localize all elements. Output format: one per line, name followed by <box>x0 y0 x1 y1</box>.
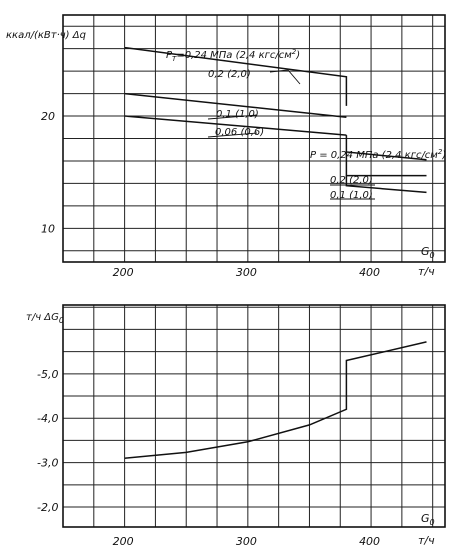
top-ylabel: ккал/(кВт·ч) Δq <box>6 30 86 41</box>
bottom-xlabel-unit: т/ч <box>418 534 435 547</box>
p-header: P = 0,24 МПа (2,4 кгс/$см^2$) <box>310 148 447 161</box>
bottom-x-tick-label: 300 <box>235 535 257 548</box>
p-label-02: 0,2 (2,0) <box>330 175 373 186</box>
bottom-y-tick-label: -4,0 <box>37 412 59 426</box>
top-y-tick-label: 10 <box>41 222 55 236</box>
p-label-01: 0,1 (1,0) <box>330 190 373 201</box>
bottom-grid <box>63 305 445 527</box>
pt-label-01: 0,1 (1,0) <box>216 109 259 120</box>
bottom-ylabel: т/ч $\Delta G_0$ <box>26 312 64 325</box>
bottom-xlabel-symbol: $G_0$ <box>421 512 435 527</box>
bottom-y-tick-label: -2,0 <box>37 501 59 515</box>
bottom-annotations <box>26 312 435 547</box>
bottom-y-tick-label: -3,0 <box>37 456 59 470</box>
bottom-x-tick-label: 200 <box>112 535 134 548</box>
bottom-y-tick-label: -5,0 <box>37 367 59 381</box>
top-chart <box>6 15 446 279</box>
pt-header: $P_T=0,24$ МПа (2,4 кгс/$см^2$) <box>166 48 301 63</box>
bottom-x-tick-label: 400 <box>359 535 381 548</box>
pt-label-006: 0,06 (0,6) <box>215 127 265 138</box>
bottom-chart <box>26 305 445 548</box>
top-series <box>125 48 427 193</box>
bottom-frame <box>63 305 445 527</box>
pt-label-02: 0,2 (2,0) <box>208 69 251 80</box>
bottom-ticks <box>37 368 380 548</box>
top-x-tick-label: 400 <box>359 266 381 279</box>
top-x-tick-label: 200 <box>112 266 134 279</box>
top-annotations <box>6 30 446 278</box>
top-x-tick-label: 300 <box>235 266 257 279</box>
top-xlabel-symbol: $G_0$ <box>421 245 435 260</box>
top-y-tick-label: 20 <box>41 110 55 124</box>
pt-leader-02 <box>270 70 300 84</box>
top-xlabel-unit: т/ч <box>418 265 435 278</box>
